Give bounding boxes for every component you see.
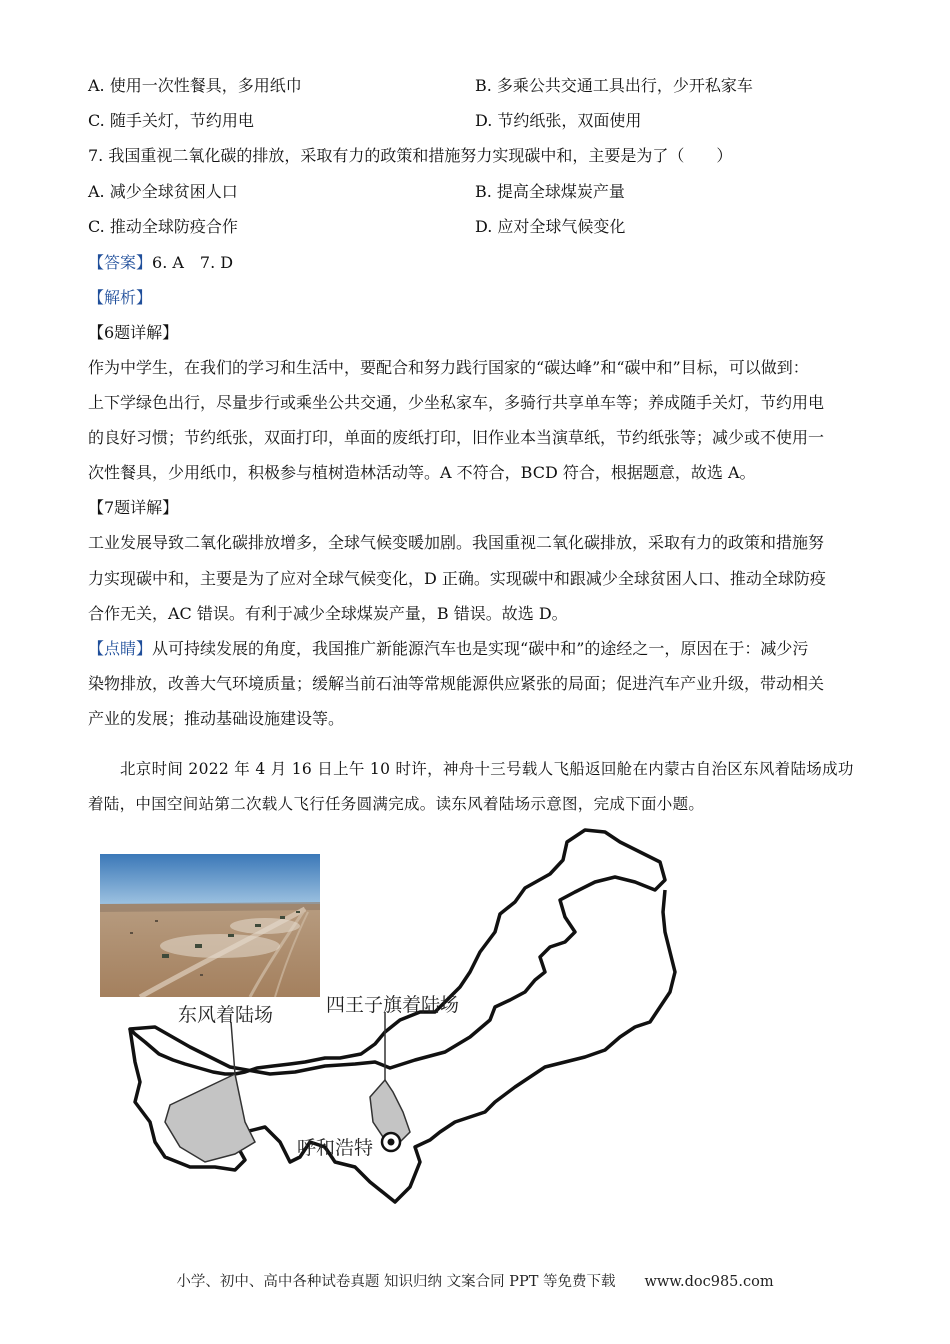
detail7-title: 【7题详解】 [88, 498, 179, 517]
answer-text: 6. A 7. D [152, 253, 234, 272]
q6-option-d: D. 节约纸张，双面使用 [475, 111, 642, 130]
detail6-line-3: 的良好习惯；节约纸张，双面打印，单面的废纸打印，旧作业本当演草纸，节约纸张等；减少或不使用一 [88, 428, 825, 447]
intro-line-1: 北京时间 2022 年 4 月 16 日上午 10 时许，神舟十三号载人飞船返回舱在内蒙古自治区东风着陆场成功 [120, 760, 854, 778]
q7-question: 7. 我国重视二氧化碳的排放，采取有力的政策和措施努力实现碳中和，主要是为了（ ） [88, 146, 733, 165]
q6-option-b: B. 多乘公共交通工具出行，少开私家车 [475, 76, 753, 95]
inner-mongolia-outline [130, 830, 665, 1074]
q6-option-a: A. 使用一次性餐具，多用纸巾 [88, 76, 302, 95]
tip-line-1 [88, 638, 808, 660]
q7-option-a: A. 减少全球贫困人口 [88, 182, 238, 201]
q7-option-b: B. 提高全球煤炭产量 [475, 182, 625, 201]
dongfeng-landing-zone [165, 1074, 255, 1162]
detail6-line-2: 上下学绿色出行，尽量步行或乘坐公共交通，少坐私家车，多骑行共享单车等；养成随手关灯，节约用电 [88, 393, 825, 412]
label-hohhot: 呼和浩特 [297, 1137, 374, 1159]
q7-option-d: D. 应对全球气候变化 [475, 217, 626, 236]
q6-option-c: C. 随手关灯，节约用电 [88, 111, 254, 130]
detail6-title: 【6题详解】 [88, 323, 179, 342]
footer-ad: 小学、初中、高中各种试卷真题 知识归纳 文案合同 PPT 等免费下载 www.doc985.com [176, 1274, 774, 1290]
label-dongfeng-landing-site: 东风着陆场 [178, 1004, 274, 1026]
answer-label: 【答案】 [88, 253, 153, 272]
detail7-line-3: 合作无关，AC 错误。有利于减少全球煤炭产量，B 错误。故选 D。 [88, 604, 568, 623]
tip-line-3: 产业的发展；推动基础设施建设等。 [88, 709, 345, 728]
detail7-line-1: 工业发展导致二氧化碳排放增多，全球气候变暖加剧。我国重视二氧化碳排放，采取有力的政策和措施努 [88, 533, 825, 552]
label-siwangzi-landing-site: 四王子旗着陆场 [326, 994, 460, 1016]
analysis-label: 【解析】 [88, 288, 153, 307]
detail6-line-1: 作为中学生，在我们的学习和生活中，要配合和努力践行国家的“碳达峰”和“碳中和”目标，可以做到： [88, 358, 809, 377]
detail6-line-4: 次性餐具，少用纸巾，积极参与植树造林活动等。A 不符合，BCD 符合，根据题意，故选 A。 [88, 463, 756, 482]
tip-line-2: 染物排放，改善大气环境质量；缓解当前石油等常规能源供应紧张的局面；促进汽车产业升级，带动相关 [88, 674, 825, 693]
q7-option-c: C. 推动全球防疫合作 [88, 217, 238, 236]
tip-label: 【点睛】 [88, 639, 153, 658]
tip-text-1: 从可持续发展的角度，我国推广新能源汽车也是实现“碳中和”的途经之一，原因在于：减少污 [152, 639, 809, 658]
hohhot-city-dot [388, 1139, 395, 1146]
intro-line-2: 着陆，中国空间站第二次载人飞行任务圆满完成。读东风着陆场示意图，完成下面小题。 [88, 795, 705, 813]
answer-line [88, 252, 233, 274]
detail7-line-2: 力实现碳中和，主要是为了应对全球气候变化，D 正确。实现碳中和跟减少全球贫困人口、推动全球防疫 [88, 569, 826, 588]
